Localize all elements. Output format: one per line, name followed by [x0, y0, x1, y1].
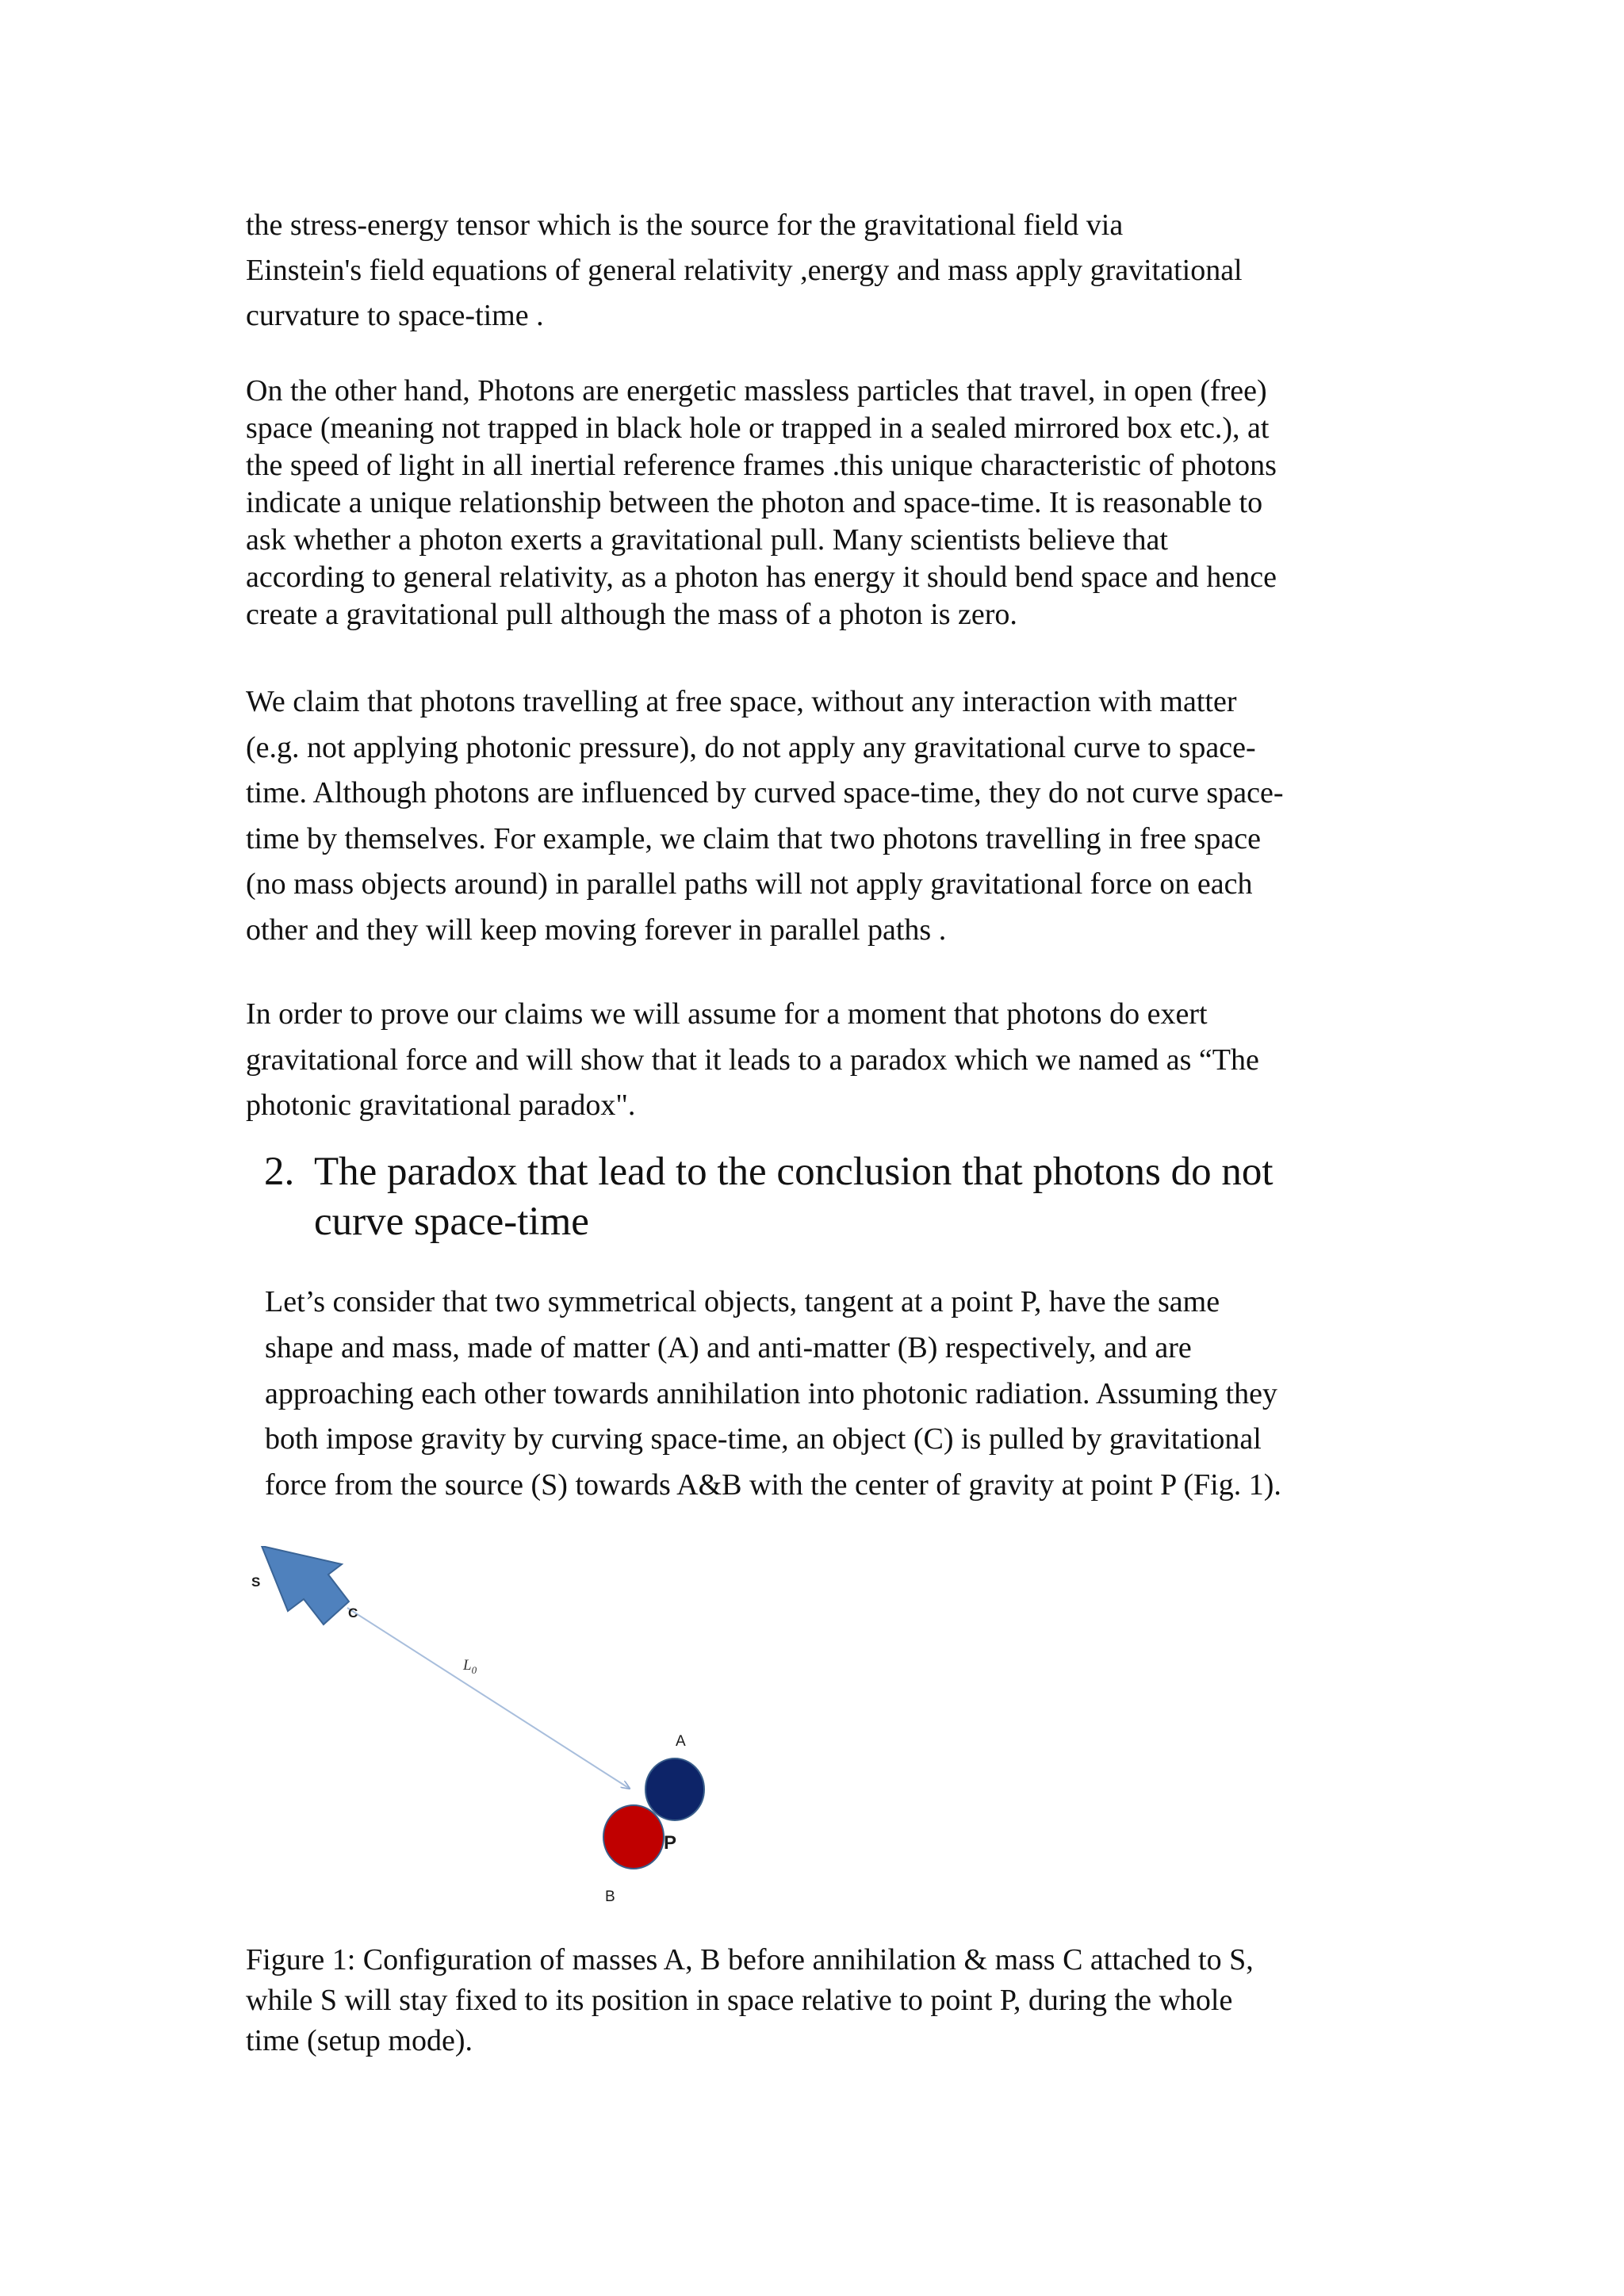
label-l0 [462, 1657, 477, 1676]
label-a: A [676, 1733, 686, 1750]
text-line: In order to prove our claims we will assume for a moment that photons do exert [246, 997, 1208, 1031]
figure-1-diagram [238, 1546, 761, 1911]
text-line: according to general relativity, as a photon has energy it should bend space and hence [246, 561, 1277, 594]
figure-1-caption [246, 1940, 1388, 2061]
text-line: create a gravitational pull although the mass of a photon is zero. [246, 598, 1017, 631]
text-line: both impose gravity by curving space-time, an object (C) is pulled by gravitational [265, 1422, 1262, 1456]
figure-1 [238, 1546, 761, 1911]
distance-line-l0 [347, 1608, 630, 1789]
text-line: approaching each other towards annihilation into photonic radiation. Assuming they [265, 1376, 1277, 1410]
label-c: C [348, 1605, 358, 1621]
text-line: (e.g. not applying photonic pressure), do not apply any gravitational curve to space- [246, 730, 1256, 764]
label-l0-subscript: 0 [471, 1664, 477, 1676]
paragraph-photons [246, 373, 1388, 633]
caption-line: Figure 1: Configuration of masses A, B before annihilation & mass C attached to S, [246, 1943, 1254, 1976]
text-line: photonic gravitational paradox". [246, 1089, 636, 1122]
paragraph-paradox [265, 1280, 1407, 1509]
label-l0-main: L [463, 1657, 472, 1674]
text-line: the stress-energy tensor which is the source for the gravitational field via [246, 209, 1124, 242]
text-line: shape and mass, made of matter (A) and anti-matter (B) respectively, and are [265, 1330, 1192, 1364]
paragraph-claim [246, 679, 1388, 953]
section-title-line: The paradox that lead to the conclusion that photons do not [314, 1150, 1274, 1194]
mass-a-circle [645, 1758, 704, 1820]
text-line: Let’s consider that two symmetrical objects, tangent at a point P, have the same [265, 1285, 1220, 1318]
text-line: (no mass objects around) in parallel paths will not apply gravitational force on each [246, 867, 1253, 901]
text-line: ask whether a photon exerts a gravitational pull. Many scientists believe that [246, 523, 1168, 557]
text-line: force from the source (S) towards A&B with the center of gravity at point P (Fig. 1). [265, 1468, 1281, 1502]
caption-line: while S will stay fixed to its position in space relative to point P, during the whole [246, 1984, 1233, 2017]
mass-b-circle [603, 1805, 664, 1869]
text-line: Einstein's field equations of general relativity ,energy and mass apply gravitational [246, 254, 1243, 287]
section-title-line: curve space-time [314, 1200, 589, 1244]
source-s-arrow-shape [262, 1546, 349, 1624]
text-line: time by themselves. For example, we claim that two photons travelling in free space [246, 821, 1262, 855]
text-line: indicate a unique relationship between the photon and space-time. It is reasonable to [246, 486, 1263, 519]
text-line: the speed of light in all inertial reference frames .this unique characteristic of photons [246, 449, 1277, 482]
label-b: B [605, 1888, 615, 1905]
text-line: We claim that photons travelling at free space, without any interaction with matter [246, 685, 1237, 718]
paragraph-proof [246, 992, 1388, 1129]
label-p: P [664, 1832, 677, 1854]
text-line: time. Although photons are influenced by curved space-time, they do not curve space- [246, 776, 1284, 809]
text-line: other and they will keep moving forever in parallel paths . [246, 913, 947, 947]
text-line: curvature to space-time . [246, 299, 544, 332]
section-title [314, 1147, 1274, 1247]
text-line: gravitational force and will show that it leads to a paradox which we named as “The [246, 1043, 1259, 1077]
label-s: S [251, 1575, 261, 1590]
caption-line: time (setup mode). [246, 2024, 473, 2057]
text-line: On the other hand, Photons are energetic massless particles that travel, in open (free) [246, 374, 1267, 408]
paragraph-intro [246, 203, 1388, 339]
section-number: 2. [264, 1150, 295, 1194]
text-line: space (meaning not trapped in black hole or trapped in a sealed mirrored box etc.), at [246, 411, 1270, 445]
